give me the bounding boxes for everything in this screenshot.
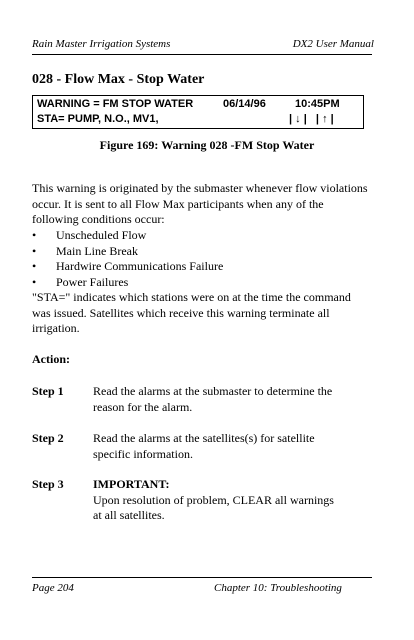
header-right: DX2 User Manual xyxy=(292,38,374,50)
intro-paragraph: This warning is originated by the submaster whenever flow violations occur. It is sent to all Flow Max participants when any of the following conditions occur: xyxy=(32,181,368,226)
footer-rule xyxy=(32,577,372,578)
step-3-heading: IMPORTANT: xyxy=(93,477,170,491)
display-date: 06/14/96 xyxy=(223,98,266,110)
step-2-text: Read the alarms at the satellites(s) for satellite specific information. xyxy=(93,431,315,461)
action-label: Action: xyxy=(32,352,70,366)
footer-page-number: Page 204 xyxy=(32,582,74,594)
list-item: • Hardwire Communications Failure xyxy=(0,259,414,275)
display-arrow-keys: | ↓ | | ↑ | xyxy=(289,113,334,125)
list-item: • Unscheduled Flow xyxy=(0,228,414,244)
figure-caption: Figure 169: Warning 028 -FM Stop Water xyxy=(99,138,315,152)
list-item: • Main Line Break xyxy=(0,244,414,260)
step-2-label: Step 2 xyxy=(32,431,64,445)
header-rule xyxy=(32,54,372,55)
footer-chapter: Chapter 10: Troubleshooting xyxy=(214,582,342,594)
header-left: Rain Master Irrigation Systems xyxy=(32,38,171,50)
section-title: 028 - Flow Max - Stop Water xyxy=(32,72,205,87)
display-time: 10:45PM xyxy=(295,98,340,110)
step-3-body xyxy=(93,477,338,524)
display-line1-message: WARNING = FM STOP WATER xyxy=(37,98,194,110)
step-3-text: Upon resolution of problem, CLEAR all warnings at all satellites. xyxy=(93,492,334,522)
sta-note: "STA=" indicates which stations were on at the time the command was issued. Satellites which receive this warning terminate all irrigation. xyxy=(32,290,351,335)
step-1-label: Step 1 xyxy=(32,384,64,398)
step-3-label: Step 3 xyxy=(32,477,64,491)
conditions-list xyxy=(0,228,414,290)
controller-display xyxy=(32,95,364,129)
list-item: • Power Failures xyxy=(0,275,414,291)
step-1-text: Read the alarms at the submaster to determine the reason for the alarm. xyxy=(93,384,333,414)
display-line2-stations: STA= PUMP, N.O., MV1, xyxy=(37,113,159,125)
